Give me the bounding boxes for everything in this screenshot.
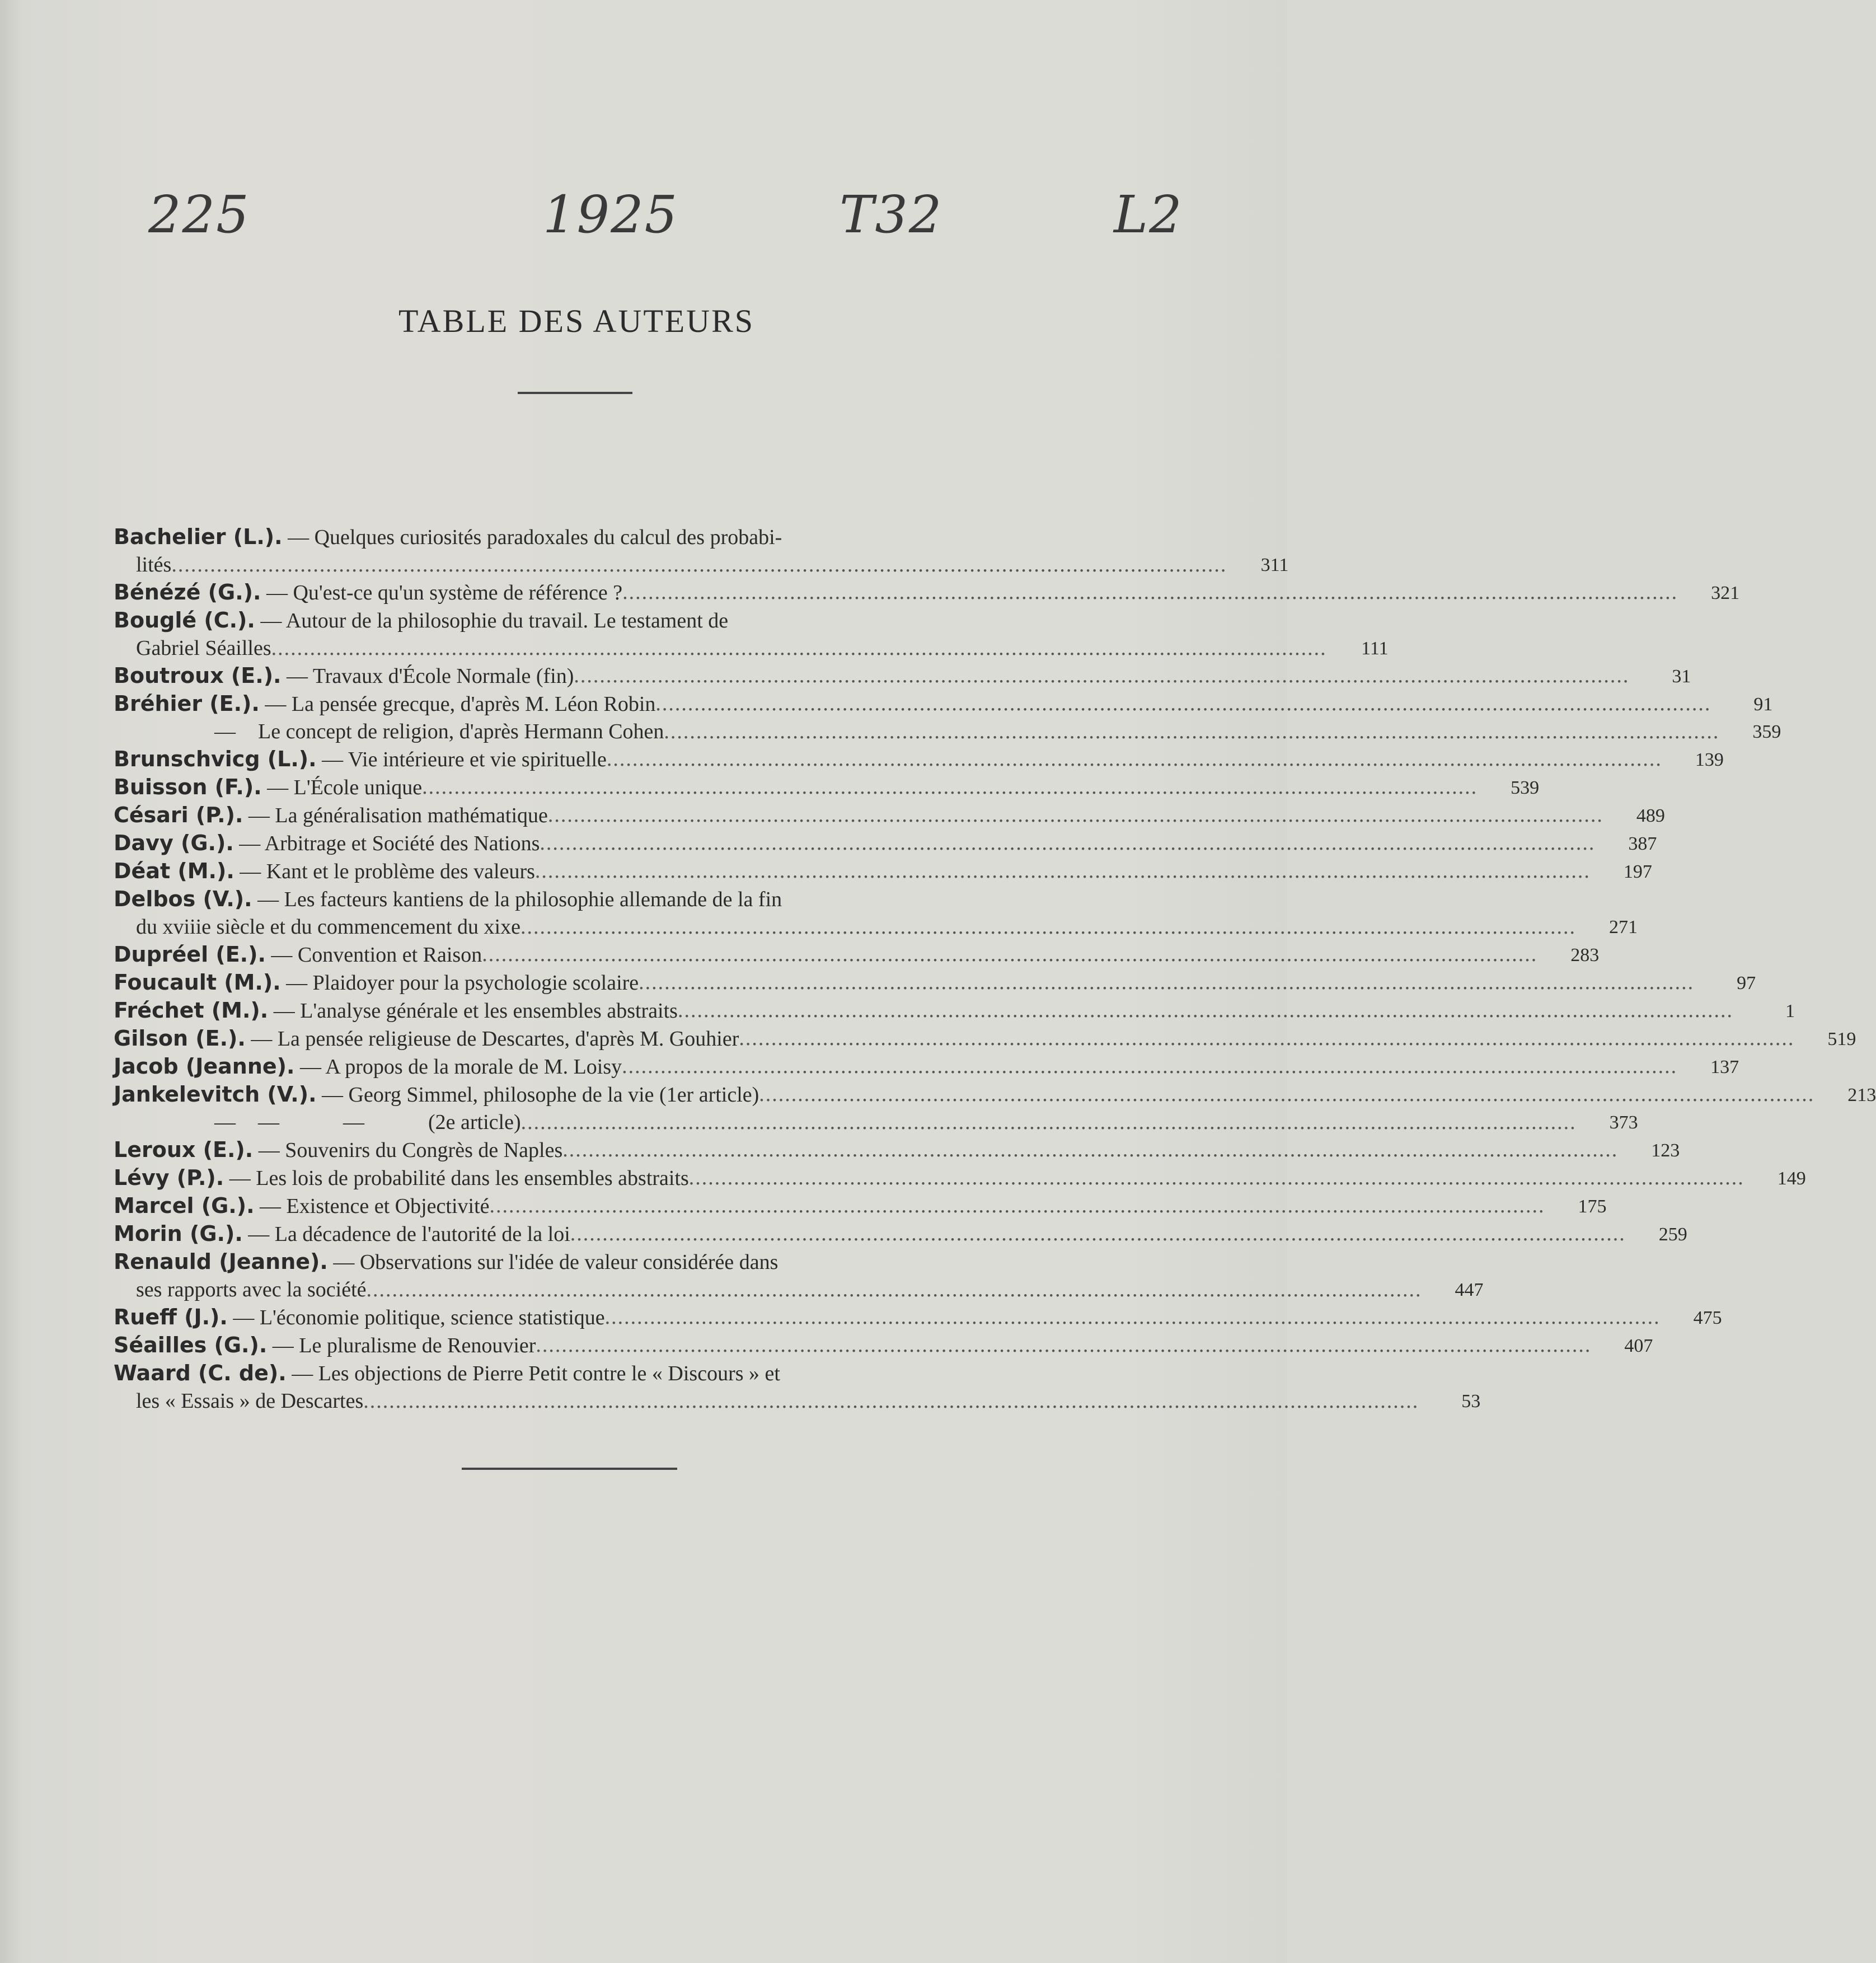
- entry-text: [114, 1053, 1677, 1081]
- entry-title-continued: les « Essais » de Descartes: [136, 1389, 364, 1413]
- entry-author: Davy (G.).: [114, 831, 234, 855]
- entry-title-continued: du xviiie siècle et du commencement du xixe: [136, 915, 520, 939]
- page-number: 259: [1658, 1224, 1687, 1245]
- entry-title: — Convention et Raison: [265, 943, 482, 967]
- entry-text: [114, 1360, 1419, 1415]
- author-index: [114, 523, 1876, 1415]
- dot-leader: [607, 746, 1662, 774]
- index-entry: [114, 886, 1638, 941]
- entry-title: — Observations sur l'idée de valeur considérée dans: [327, 1250, 778, 1274]
- entry-title: — Quelques curiosités paradoxales du calcul des probabi-: [282, 526, 782, 549]
- entry-title: — Les objections de Pierre Petit contre le « Discours » et: [286, 1362, 780, 1385]
- index-entry: [114, 1025, 1856, 1053]
- index-entry: [114, 969, 1756, 997]
- dot-leader: [521, 1109, 1577, 1136]
- entry-author: Bénézé (G.).: [114, 580, 261, 605]
- index-entry: [114, 1053, 1739, 1081]
- entry-text: [114, 1332, 1591, 1360]
- page-number: 407: [1624, 1336, 1653, 1356]
- page-number: 489: [1636, 805, 1665, 826]
- entry-title: — Plaidoyer pour la psychologie scolaire: [280, 971, 639, 995]
- entry-text: [114, 1136, 1618, 1164]
- dot-leader: [540, 830, 1595, 858]
- entry-text: [114, 1081, 1814, 1109]
- entry-text: [114, 1304, 1661, 1332]
- entry-text: [114, 830, 1595, 858]
- index-entry: [114, 579, 1740, 607]
- entry-author: Morin (G.).: [114, 1221, 243, 1246]
- entry-title: — Travaux d'École Normale (fin): [281, 664, 574, 688]
- page-number: 111: [1361, 638, 1389, 659]
- entry-author: —: [214, 1111, 236, 1134]
- entry-text: [114, 886, 1576, 941]
- entry-text: [114, 1164, 1744, 1192]
- entry-author: —: [214, 720, 236, 743]
- dot-leader: [482, 941, 1537, 969]
- index-entry: [114, 1248, 1484, 1304]
- entry-title: — La généralisation mathématique: [243, 804, 548, 827]
- page-number: 1: [1785, 1001, 1795, 1022]
- entry-title: — L'École unique: [261, 776, 423, 799]
- entry-text: [114, 1192, 1545, 1220]
- entry-author: Lévy (P.).: [114, 1165, 224, 1190]
- entry-text: [114, 1248, 1422, 1304]
- entry-text: [114, 1025, 1794, 1053]
- entry-text: [114, 969, 1694, 997]
- entry-title: — A propos de la morale de M. Loisy: [294, 1055, 622, 1079]
- entry-title: — Existence et Objectivité: [254, 1194, 490, 1218]
- entry-text: [114, 718, 1719, 746]
- entry-title: — Les lois de probabilité dans les ensembles abstraits: [224, 1166, 689, 1190]
- dot-leader: [535, 858, 1591, 886]
- entry-author: Bouglé (C.).: [114, 608, 255, 633]
- entry-text: [114, 607, 1327, 662]
- entry-text: [114, 746, 1662, 774]
- entry-author: Fréchet (M.).: [114, 998, 269, 1023]
- entry-title: — Vie intérieure et vie spirituelle: [316, 748, 607, 771]
- page-number: 197: [1623, 861, 1652, 882]
- index-entry: [114, 997, 1795, 1025]
- index-entry: [114, 690, 1773, 718]
- index-entry: [114, 1192, 1607, 1220]
- page-number: 373: [1609, 1112, 1638, 1133]
- index-entry: [114, 858, 1652, 886]
- dot-leader: [622, 1053, 1677, 1081]
- entry-title: — L'analyse générale et les ensembles abstraits: [268, 999, 678, 1023]
- dot-leader: [171, 551, 1227, 579]
- entry-text: [114, 774, 1478, 802]
- page-number: 31: [1672, 666, 1691, 687]
- index-entry: [114, 774, 1540, 802]
- entry-text: [114, 858, 1591, 886]
- page-number: 519: [1827, 1029, 1856, 1050]
- dot-leader: [570, 1220, 1626, 1248]
- entry-text: [114, 523, 1227, 579]
- index-entry: [114, 1220, 1687, 1248]
- dot-leader: [363, 1388, 1419, 1415]
- entry-author: Delbos (V.).: [114, 887, 252, 911]
- page-number: 283: [1570, 945, 1600, 966]
- entry-title: — La pensée grecque, d'après M. Léon Robin: [259, 692, 656, 716]
- index-entry: [114, 802, 1665, 830]
- page-number: 149: [1777, 1168, 1806, 1189]
- divider: [462, 1468, 677, 1470]
- entry-title-continued: Gabriel Séailles: [136, 636, 271, 660]
- entry-title: — Les facteurs kantiens de la philosophie allemande de la fin: [252, 888, 782, 911]
- entry-title: — Qu'est-ce qu'un système de référence ?: [261, 581, 623, 605]
- page-number: 539: [1511, 777, 1540, 798]
- index-entry: [114, 746, 1724, 774]
- entry-title: — L'économie politique, science statistique: [227, 1306, 605, 1329]
- entry-title-continued: lités: [136, 553, 172, 577]
- index-entry: [114, 1332, 1653, 1360]
- entry-author: Buisson (F.).: [114, 775, 262, 799]
- handwritten-mark: L2: [1114, 185, 1183, 245]
- page-number: 97: [1737, 973, 1756, 994]
- entry-author: Rueff (J.).: [114, 1305, 228, 1329]
- index-entry: [114, 718, 1781, 746]
- dot-leader: [271, 635, 1327, 662]
- dot-leader: [664, 718, 1719, 746]
- dot-leader: [759, 1081, 1814, 1109]
- index-entry: [114, 941, 1600, 969]
- entry-author: Dupréel (E.).: [114, 942, 266, 967]
- entry-author: Waard (C. de).: [114, 1361, 287, 1385]
- entry-text: [114, 1220, 1626, 1248]
- entry-text: [114, 1109, 1577, 1136]
- entry-author: Déat (M.).: [114, 859, 234, 883]
- dot-leader: [655, 690, 1711, 718]
- entry-title: — Souvenirs du Congrès de Naples: [253, 1139, 563, 1162]
- dot-leader: [678, 997, 1733, 1025]
- entry-text: [114, 579, 1678, 607]
- dot-leader: [605, 1304, 1661, 1332]
- dot-leader: [622, 579, 1678, 607]
- dot-leader: [520, 913, 1576, 941]
- page-number: 213: [1847, 1085, 1876, 1105]
- index-entry: [114, 1360, 1481, 1415]
- entry-author: Boutroux (E.).: [114, 663, 282, 688]
- divider: [518, 392, 632, 394]
- page-number: 359: [1752, 722, 1781, 742]
- handwritten-mark: 1925: [543, 185, 679, 245]
- page-title: TABLE DES AUTEURS: [398, 303, 755, 339]
- entry-author: Leroux (E.).: [114, 1137, 254, 1162]
- entry-author: Bachelier (L.).: [114, 524, 283, 549]
- dot-leader: [639, 969, 1694, 997]
- entry-text: [114, 997, 1733, 1025]
- entry-author: Foucault (M.).: [114, 970, 281, 995]
- entry-author: Gilson (E.).: [114, 1026, 246, 1051]
- index-entry: [114, 1109, 1638, 1136]
- page-number: 475: [1693, 1308, 1722, 1328]
- entry-title-continued: ses rapports avec la société: [136, 1278, 367, 1301]
- entry-text: [114, 802, 1603, 830]
- entry-author: Séailles (G.).: [114, 1333, 268, 1357]
- entry-author: Brunschvicg (L.).: [114, 747, 317, 771]
- index-entry: [114, 607, 1389, 662]
- index-entry: [114, 830, 1657, 858]
- page-number: 123: [1651, 1140, 1680, 1161]
- handwritten-mark: T32: [839, 185, 943, 245]
- dot-leader: [574, 662, 1629, 690]
- entry-text: [114, 941, 1537, 969]
- page-number: 387: [1628, 833, 1657, 854]
- dot-leader: [490, 1192, 1545, 1220]
- entry-title: — Autour de la philosophie du travail. Le testament de: [255, 609, 729, 633]
- entry-title: — La pensée religieuse de Descartes, d'après M. Gouhier: [245, 1027, 739, 1051]
- index-entry: [114, 1304, 1722, 1332]
- dot-leader: [739, 1025, 1794, 1053]
- dot-leader: [422, 774, 1478, 802]
- index-entry: [114, 523, 1289, 579]
- page-number: 91: [1753, 694, 1773, 715]
- page-number: 53: [1461, 1391, 1481, 1412]
- index-entry: [114, 1136, 1680, 1164]
- handwritten-mark: 225: [148, 185, 250, 245]
- dot-leader: [562, 1136, 1618, 1164]
- entry-author: Renauld (Jeanne).: [114, 1249, 328, 1274]
- entry-text: [114, 690, 1711, 718]
- dot-leader: [689, 1164, 1744, 1192]
- page-number: 321: [1711, 583, 1740, 603]
- entry-title: — Le pluralisme de Renouvier: [267, 1334, 536, 1357]
- entry-author: Marcel (G.).: [114, 1193, 255, 1218]
- entry-author: Bréhier (E.).: [114, 691, 260, 716]
- index-entry: [114, 1164, 1806, 1192]
- entry-author: Jankelevitch (V.).: [114, 1082, 317, 1107]
- index-entry: [114, 1081, 1876, 1109]
- entry-title: — Kant et le problème des valeurs: [234, 860, 535, 883]
- entry-title: — Georg Simmel, philosophe de la vie (1er article): [316, 1083, 759, 1107]
- page-number: 175: [1578, 1196, 1607, 1217]
- entry-author: Césari (P.).: [114, 803, 243, 827]
- entry-title: Le concept de religion, d'après Hermann Cohen: [258, 720, 664, 743]
- page-number: 271: [1608, 917, 1638, 938]
- dot-leader: [367, 1276, 1422, 1304]
- dot-leader: [536, 1332, 1591, 1360]
- index-entry: [114, 662, 1691, 690]
- entry-title: — La décadence de l'autorité de la loi: [242, 1222, 570, 1246]
- page-number: 447: [1455, 1280, 1484, 1300]
- page-number: 137: [1710, 1057, 1739, 1077]
- page-number: 311: [1260, 555, 1289, 575]
- entry-text: [114, 662, 1629, 690]
- entry-title: — — (2e article): [258, 1111, 521, 1134]
- dot-leader: [548, 802, 1603, 830]
- entry-author: Jacob (Jeanne).: [114, 1054, 295, 1079]
- page-number: 139: [1695, 749, 1724, 770]
- entry-title: — Arbitrage et Société des Nations: [233, 832, 540, 855]
